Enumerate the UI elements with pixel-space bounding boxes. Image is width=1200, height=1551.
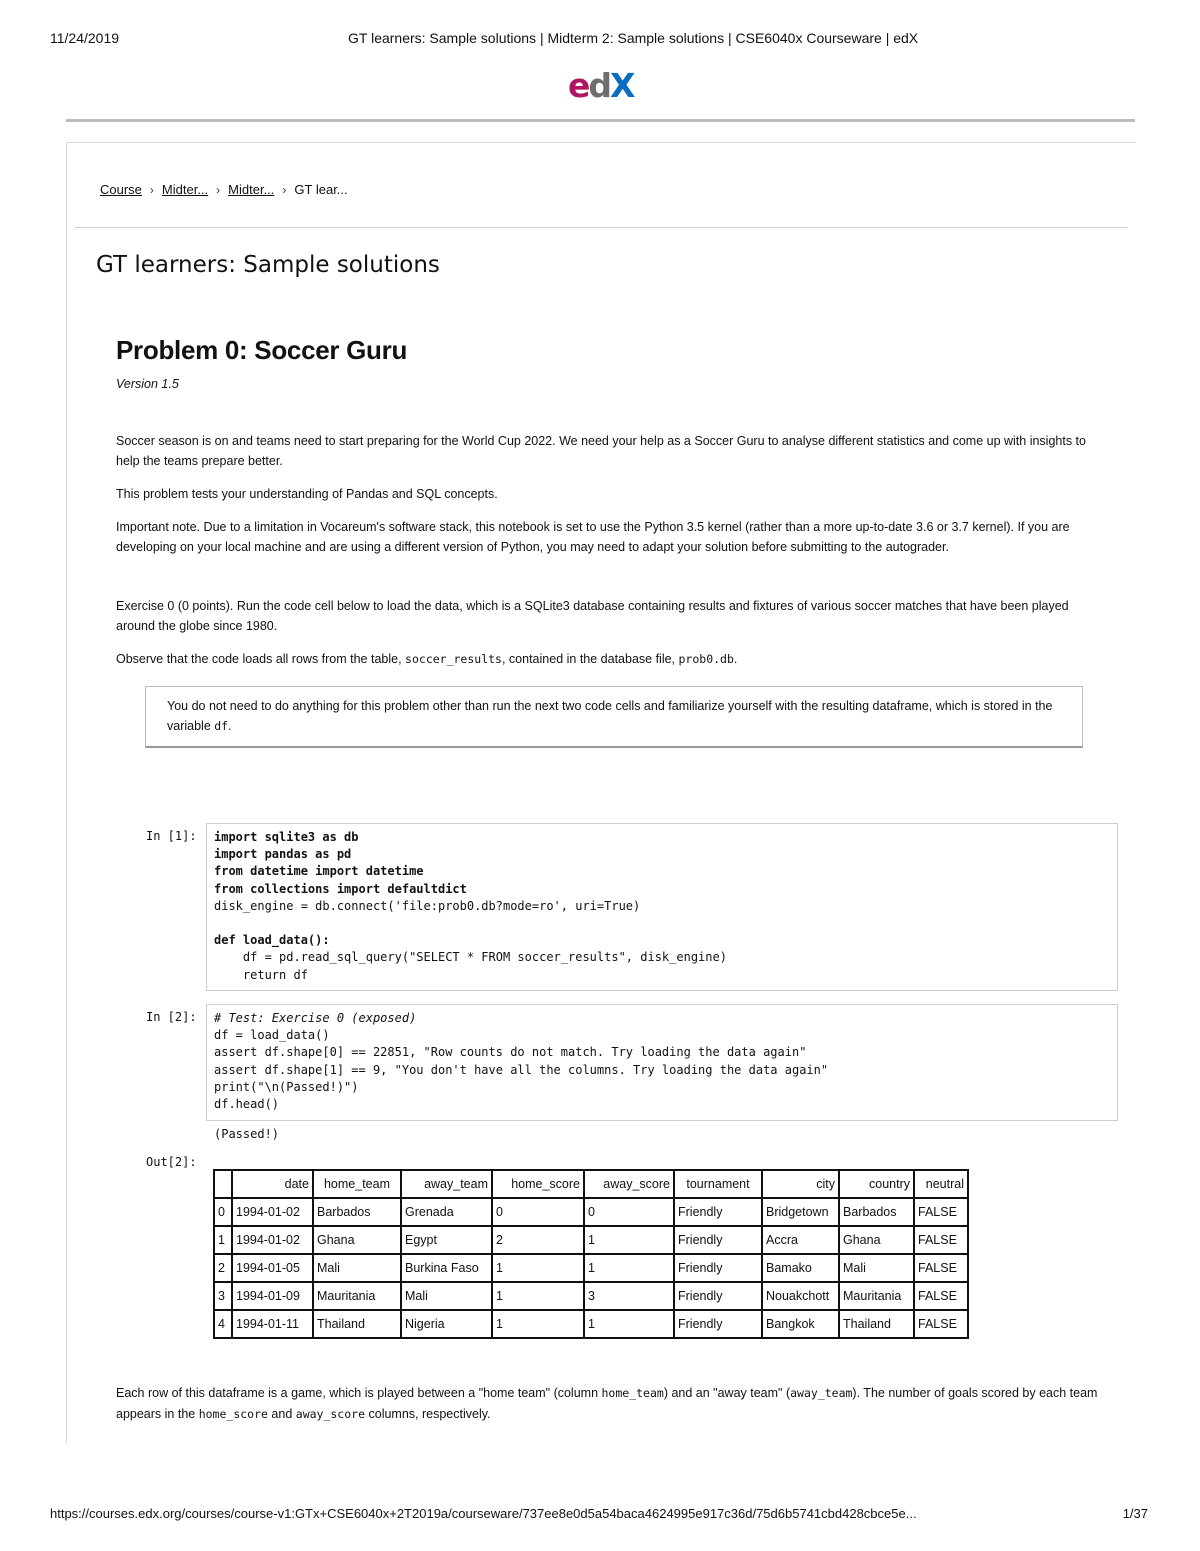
chevron-right-icon: › (149, 182, 154, 197)
print-title: GT learners: Sample solutions | Midterm 2: Sample solutions | CSE6040x Courseware | edX (348, 30, 919, 46)
column-header: country (839, 1170, 914, 1198)
stdout-output: (Passed!) (214, 1127, 280, 1141)
column-header: neutral (914, 1170, 968, 1198)
version-label: Version 1.5 (116, 377, 179, 391)
column-header: home_team (313, 1170, 401, 1198)
table-row: 1 1994-01-02 Ghana Egypt 2 1 Friendly Accra Ghana FALSE (214, 1226, 968, 1254)
observe-paragraph: Observe that the code loads all rows from the table, soccer_results, contained in the database file, prob0.db. (116, 652, 738, 666)
breadcrumb-current: GT lear... (294, 182, 348, 197)
cell-prompt: In [1]: (146, 829, 197, 843)
unit-title: GT learners: Sample solutions (96, 252, 440, 278)
column-header: date (232, 1170, 313, 1198)
exercise-paragraph: Exercise 0 (0 points). Run the code cell below to load the data, which is a SQLite3 database containing results and fixtures of various soccer matches that have been played around the globe since 1980. (116, 599, 1069, 633)
breadcrumb-course-link[interactable]: Course (100, 182, 142, 197)
page-number: 1/37 (1122, 1506, 1148, 1521)
instruction-callout: You do not need to do anything for this problem other than run the next two code cells and familiarize yourself with the resulting dataframe, which is stored in the variable df. (145, 686, 1083, 748)
table-row: 2 1994-01-05 Mali Burkina Faso 1 1 Friendly Bamako Mali FALSE (214, 1254, 968, 1282)
column-header: away_score (584, 1170, 674, 1198)
problem-content (116, 335, 1108, 748)
chevron-right-icon: › (216, 182, 221, 197)
column-header: away_team (401, 1170, 492, 1198)
breadcrumb-divider (75, 227, 1128, 228)
print-date: 11/24/2019 (50, 30, 120, 46)
intro-paragraph: Soccer season is on and teams need to start preparing for the World Cup 2022. We need your help as a Soccer Guru to analyse different statistics and come up with insights to help the teams prepare better. (116, 434, 1086, 468)
table-row: 4 1994-01-11 Thailand Nigeria 1 1 Friendly Bangkok Thailand FALSE (214, 1310, 968, 1338)
breadcrumb (100, 182, 348, 197)
header-divider (66, 119, 1135, 122)
df-variable-code: df (214, 719, 229, 733)
code-input[interactable]: import sqlite3 as db import pandas as pd from datetime import datetime from collections import defaultdict disk_engine = db.connect('file:prob0.db?mode=ro', uri=True) def load_data(): df = pd.read_sql_query("SELECT * FROM soccer_results", disk_engine) return df (206, 823, 1118, 991)
table-header-row (214, 1170, 968, 1198)
cell-prompt: In [2]: (146, 1010, 197, 1024)
table-name-code: soccer_results (405, 652, 502, 666)
column-header: home_score (492, 1170, 584, 1198)
important-note-paragraph: Important note. Due to a limitation in Vocareum's software stack, this notebook is set to use the Python 3.5 kernel (rather than a more up-to-date 3.6 or 3.7 kernel). If you are developing on your local machine and are using a different version of Python, you may need to adapt your solution before submitting to the autograder. (116, 520, 1070, 554)
table-row: 3 1994-01-09 Mauritania Mali 1 3 Friendly Nouakchott Mauritania FALSE (214, 1282, 968, 1310)
chevron-right-icon: › (282, 182, 287, 197)
tests-paragraph: This problem tests your understanding of Pandas and SQL concepts. (116, 487, 498, 501)
breadcrumb-midterm-link[interactable]: Midter... (161, 182, 209, 197)
code-input[interactable]: # Test: Exercise 0 (exposed) df = load_data() assert df.shape[0] == 22851, "Row counts do not match. Try loading the data again" assert df.shape[1] == 9, "You don't have all the columns. Try loading the data again" print("\n(Passed!)") df.head() (206, 1004, 1118, 1121)
print-url: https://courses.edx.org/courses/course-v1:GTx+CSE6040x+2T2019a/courseware/737ee8e0d5a54baca4624995e917c36d/75d6b5741cbd428cbce5e... (50, 1506, 917, 1521)
dataframe-explanation: Each row of this dataframe is a game, which is played between a "home team" (column home_team) and an "away team" (away_team). The number of goals scored by each team appears in the home_score and away_score columns, respectively. (116, 1386, 1098, 1421)
output-prompt: Out[2]: (146, 1155, 197, 1169)
table-row: 0 1994-01-02 Barbados Grenada 0 0 Friendly Bridgetown Barbados FALSE (214, 1198, 968, 1226)
edx-logo[interactable]: edX (568, 66, 634, 105)
column-header: city (762, 1170, 839, 1198)
breadcrumb-midterm-solutions-link[interactable]: Midter... (228, 182, 275, 197)
column-header: tournament (674, 1170, 762, 1198)
dataframe-table (213, 1169, 969, 1339)
db-file-code: prob0.db (678, 652, 734, 666)
index-header (214, 1170, 232, 1198)
problem-title: Problem 0: Soccer Guru (116, 335, 408, 365)
